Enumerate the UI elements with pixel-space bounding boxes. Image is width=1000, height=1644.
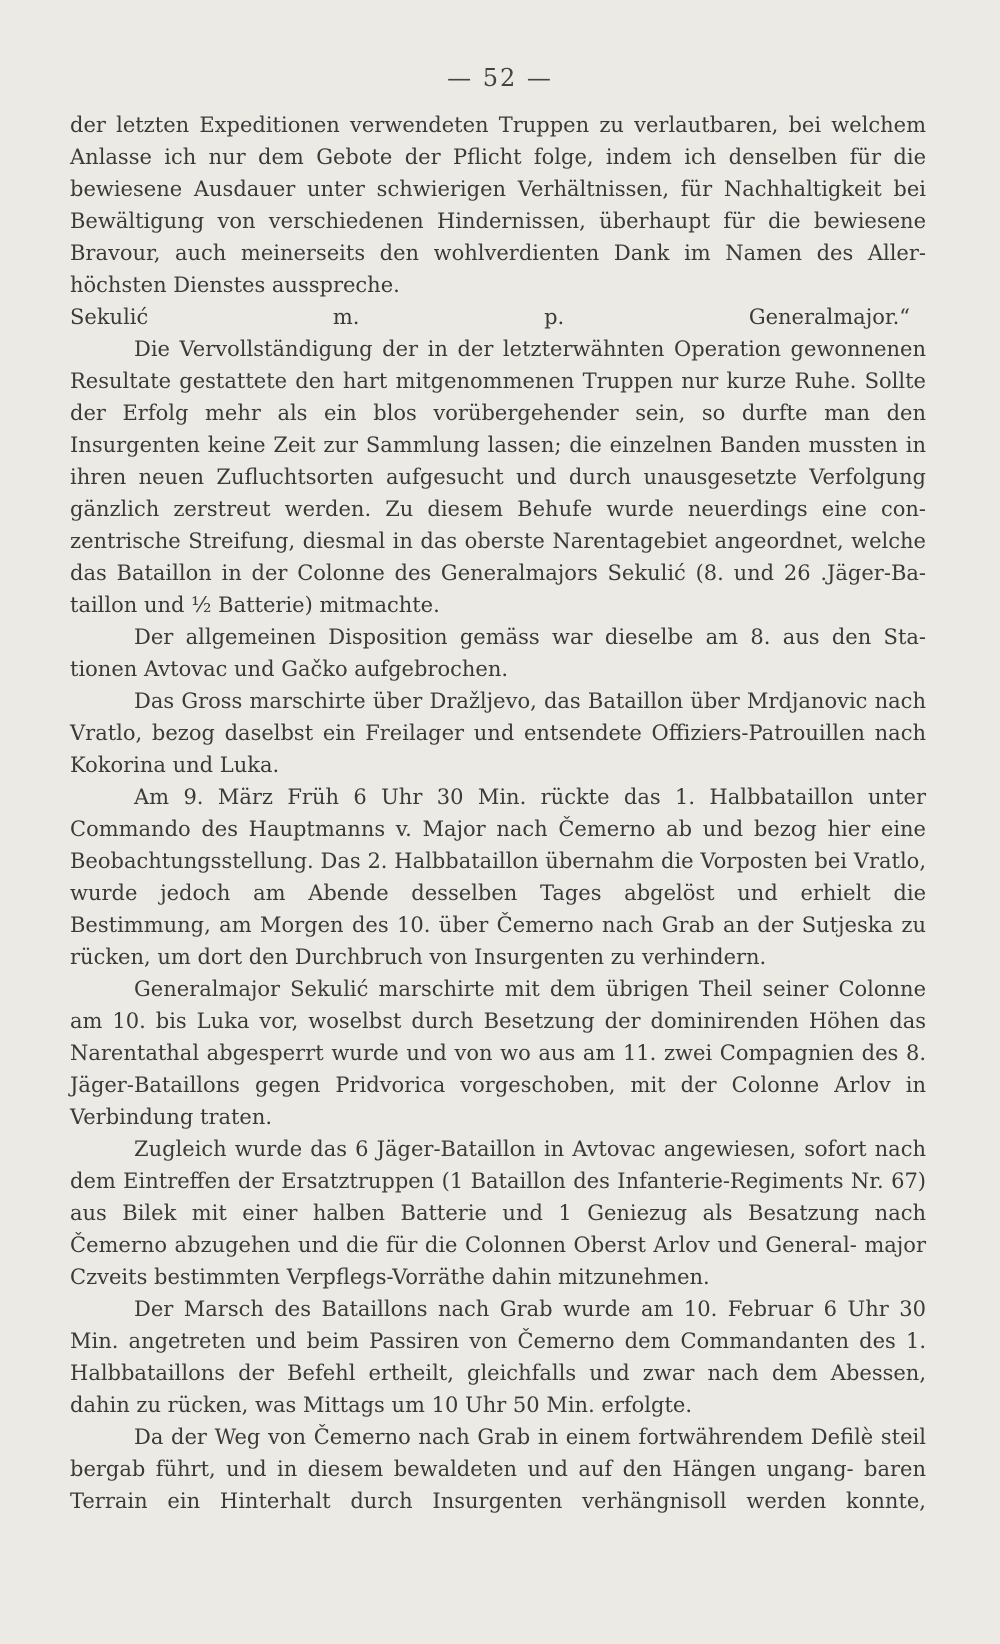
text-line: nach Vratlo, bezog daselbst ein Freilager und entsendete Offiziers-Patrouillen	[70, 689, 926, 745]
text-line: das Bataillon in der Colonne des Generalmajors Sekulić (8. und 26 .Jäger-Ba-	[70, 561, 926, 585]
text-line: 30 Min. angetreten und beim Passiren von Čemerno dem Commandanten des	[70, 1297, 926, 1353]
text-line: Der Marsch des Bataillons nach Grab wurde am 10. Februar 6 Uhr	[134, 1297, 889, 1321]
text-line: Sekulić m. p. Generalmajor.“	[70, 305, 910, 329]
paragraph	[70, 621, 926, 685]
text-line: Der allgemeinen Disposition gemäss war dieselbe am 8. aus den Sta-	[134, 625, 926, 649]
paragraph	[70, 1133, 926, 1293]
text-line: aus Bilek mit einer halben Batterie und 1 Geniezug als Besatzung nach	[70, 1201, 926, 1225]
text-line: am 10. bis Luka vor, woselbst durch Besetzung der dominirenden Höhen das	[70, 1009, 926, 1033]
paragraph	[70, 109, 926, 301]
text-line: Generalmajor Sekulić marschirte mit dem übrigen Theil seiner Colonne	[134, 977, 926, 1001]
text-line: Bestimmung, am Morgen des 10. über Čemerno nach Grab an der Sutjeska	[70, 913, 893, 937]
text-line: Zugleich wurde das 6 Jäger-Bataillon in Avtovac angewiesen, sofort nach	[134, 1137, 926, 1161]
text-line: Commando des Hauptmanns v. Major nach Čemerno ab und bezog hier eine	[70, 817, 926, 841]
signature-line	[70, 301, 926, 333]
text-line: dem Eintreffen der Ersatztruppen (1 Bataillon des Infanterie-Regiments Nr. 67)	[70, 1169, 926, 1193]
text-line: Sollte der Erfolg mehr als ein blos vorübergehender sein, so durfte man den	[70, 369, 926, 425]
text-line: major Czveits bestimmten Verpflegs-Vorräthe dahin mitzunehmen.	[70, 1233, 926, 1289]
text-line: der letzten Expeditionen verwendeten Truppen zu verlautbaren, bei welchem	[70, 113, 926, 137]
text-line: Čemerno abzugehen und die für die Colonnen Oberst Arlov und General-	[70, 1233, 857, 1257]
text-line: Verbindung traten.	[70, 1105, 273, 1129]
text-line: Anlasse ich nur dem Gebote der Pflicht folge, indem ich denselben für die	[70, 145, 926, 169]
text-line: taillon und ½ Batterie) mitmachte.	[70, 593, 440, 617]
text-line: Beobachtungsstellung. Das 2. Halbbataillon übernahm die Vorposten bei	[70, 849, 847, 873]
text-line: Vratlo, wurde jedoch am Abende desselben Tages abgelöst und erhielt die	[70, 849, 926, 905]
text-line: gänzlich zerstreut werden. Zu diesem Behufe wurde neuerdings eine con-	[70, 497, 926, 521]
paragraph	[70, 1293, 926, 1421]
text-line: 1. Halbbataillons der Befehl ertheilt, gleichfalls und zwar nach dem Abessen,	[70, 1329, 926, 1385]
text-line: zu rücken, um dort den Durchbruch von Insurgenten zu verhindern.	[70, 913, 926, 969]
text-line: Da der Weg von Čemerno nach Grab in einem fortwährendem Defilè	[134, 1425, 874, 1449]
page-number: — 52 —	[447, 64, 553, 92]
text-line: Bewältigung von verschiedenen Hindernissen, überhaupt für die bewiesene	[70, 209, 926, 233]
text-line: höchsten Dienstes ausspreche.	[70, 273, 400, 297]
text-line: Narentathal abgesperrt wurde und von wo aus am 11. zwei Compagnien des	[70, 1041, 899, 1065]
text-line: nach Kokorina und Luka.	[70, 721, 926, 777]
text-line: bewiesene Ausdauer unter schwierigen Verhältnissen, für Nachhaltigkeit bei	[70, 177, 926, 201]
paragraph	[70, 685, 926, 781]
paragraph	[70, 1421, 926, 1517]
text-line: tionen Avtovac und Gačko aufgebrochen.	[70, 657, 509, 681]
text-line: baren Terrain ein Hinterhalt durch Insurgenten verhängnisoll werden konnte,	[70, 1457, 926, 1513]
text-line: Resultate gestattete den hart mitgenommenen Truppen nur kurze Ruhe.	[70, 369, 857, 393]
text-line: steil bergab führt, und in diesem bewaldeten und auf den Hängen ungang-	[70, 1425, 926, 1481]
text-line: Insurgenten keine Zeit zur Sammlung lassen; die einzelnen Banden mussten	[70, 433, 898, 457]
paragraph	[70, 781, 926, 973]
text-line: Bravour, auch meinerseits den wohlverdienten Dank im Namen des Aller-	[70, 241, 926, 265]
text-line: 8. Jäger-Bataillons gegen Pridvorica vorgeschoben, mit der Colonne Arlov in	[70, 1041, 926, 1097]
paragraph	[70, 973, 926, 1133]
body-text	[70, 109, 926, 1517]
paragraph	[70, 333, 926, 621]
text-line: Das Gross marschirte über Dražljevo, das Bataillon über Mrdjanovic	[134, 689, 868, 713]
text-line: zentrische Streifung, diesmal in das oberste Narentagebiet angeordnet, welche	[70, 529, 926, 553]
text-line: Die Vervollständigung der in der letzterwähnten Operation gewonnenen	[134, 337, 926, 361]
text-line: in ihren neuen Zufluchtsorten aufgesucht und durch unausgesetzte Verfolgung	[70, 433, 926, 489]
text-line: dahin zu rücken, was Mittags um 10 Uhr 50 Min. erfolgte.	[70, 1393, 693, 1417]
text-line: Am 9. März Früh 6 Uhr 30 Min. rückte das 1. Halbbataillon unter	[134, 785, 926, 809]
